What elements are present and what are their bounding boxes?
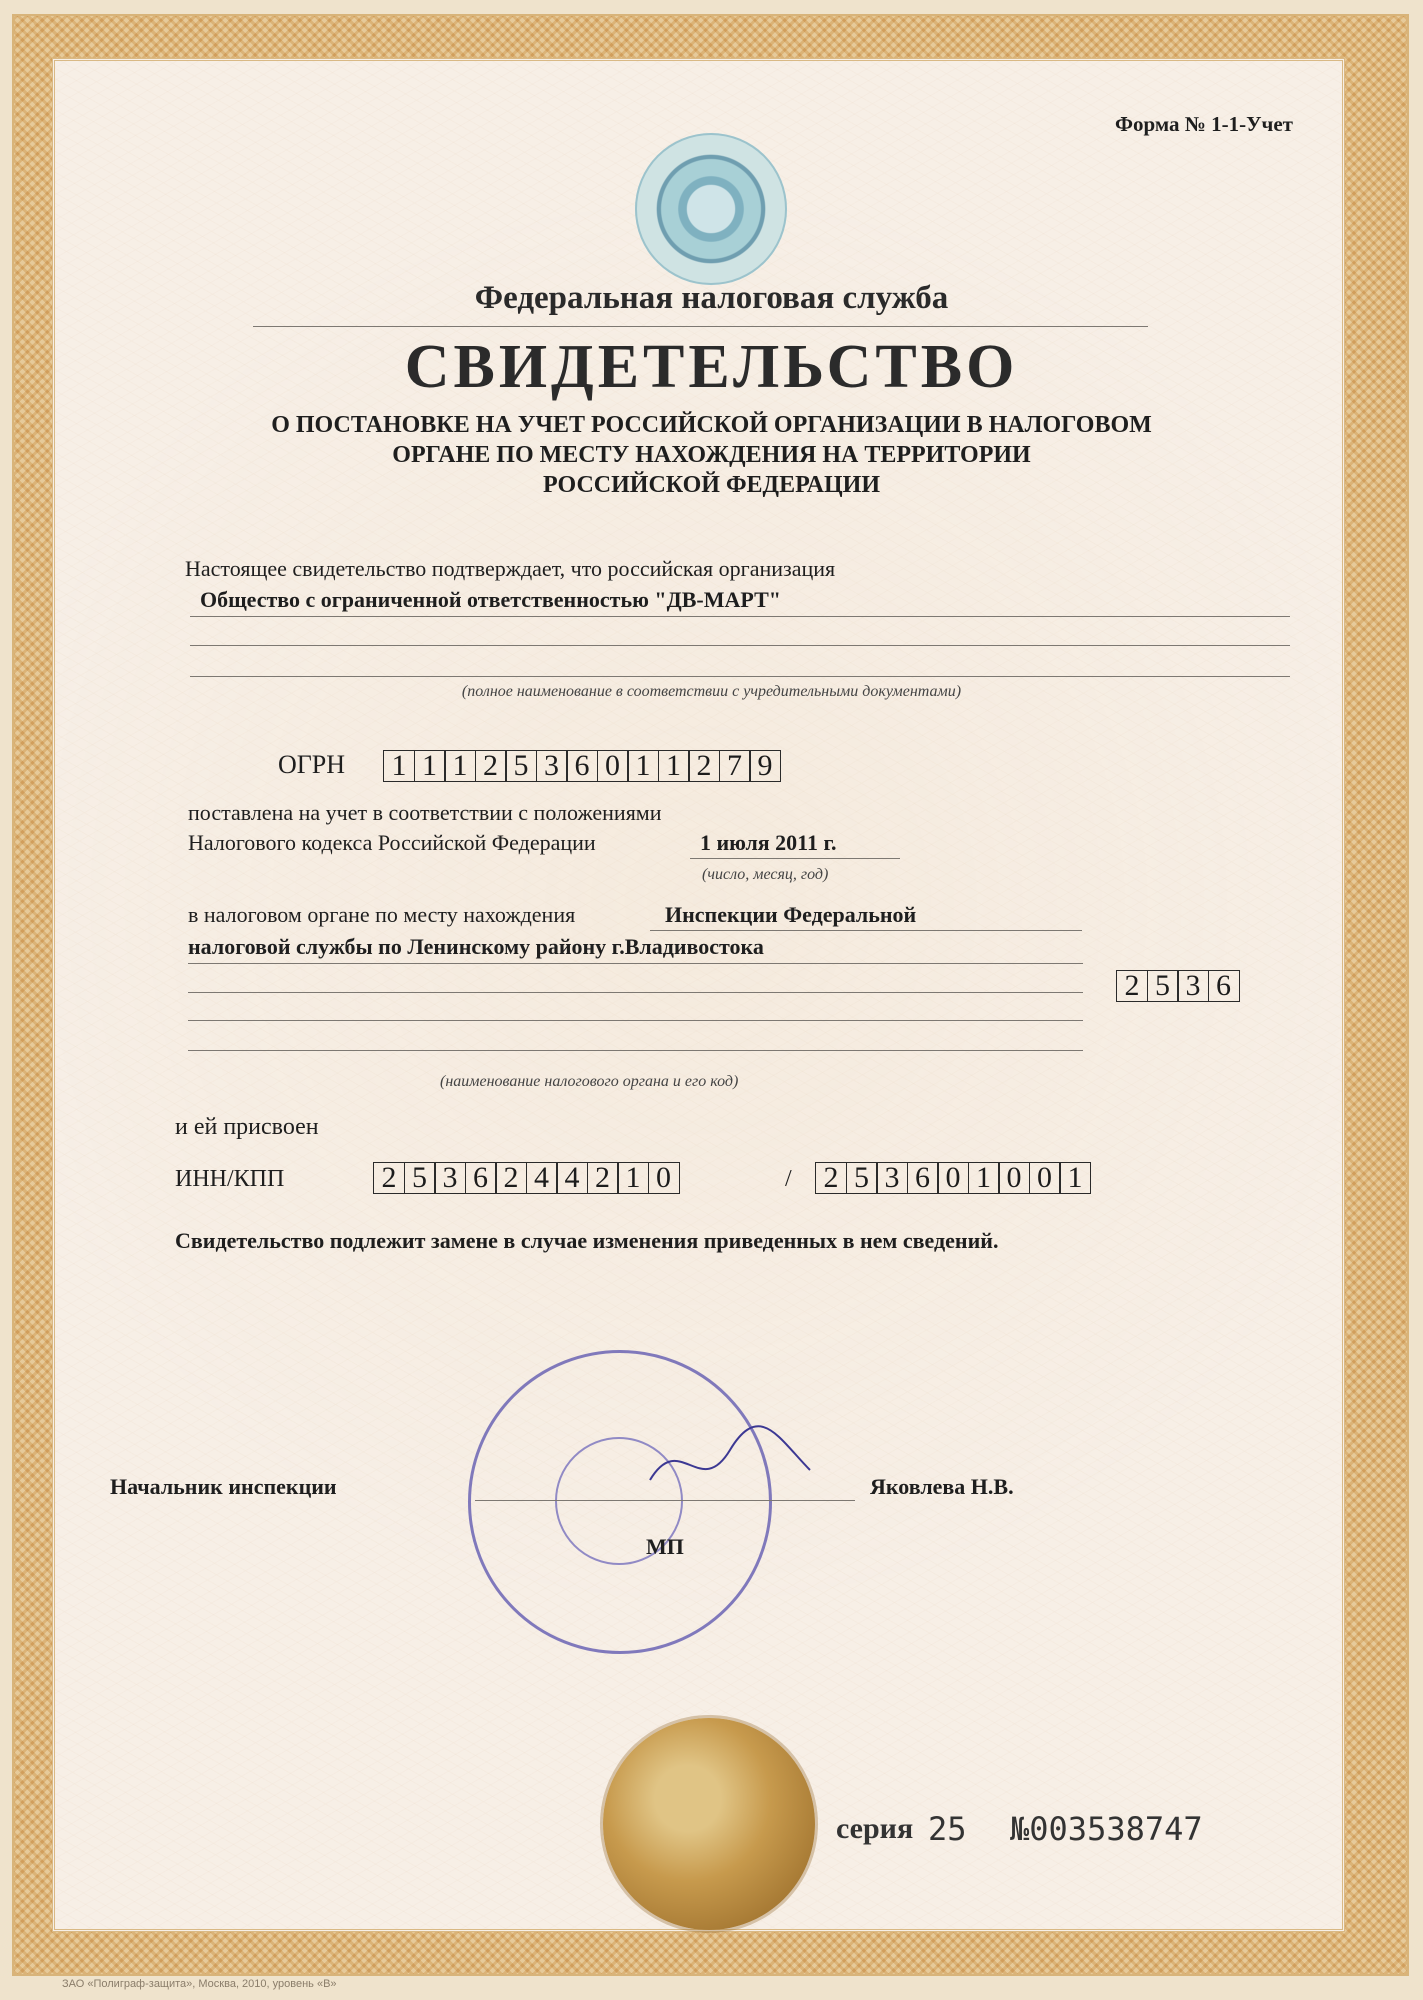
authority-code-digit-box: 2 [1116, 970, 1148, 1002]
org-line-2 [190, 645, 1290, 646]
ogrn-digit-box: 2 [475, 750, 507, 782]
inn-digit-box: 6 [465, 1162, 497, 1194]
form-number: Форма № 1-1-Учет [1114, 112, 1293, 136]
inn-digit-box: 2 [373, 1162, 405, 1194]
ogrn-digit-box: 6 [566, 750, 598, 782]
inn-digit-box: 4 [556, 1162, 588, 1194]
authority-underline-5 [188, 1050, 1083, 1051]
org-name-note: (полное наименование в соответствии с учредительными документами) [461, 683, 962, 700]
kpp-digit-box: 3 [876, 1162, 908, 1194]
inn-digit-box: 4 [526, 1162, 558, 1194]
agency-name: Федеральная налоговая служба [474, 280, 949, 316]
ogrn-digit-box: 1 [627, 750, 659, 782]
ogrn-digit-box: 1 [658, 750, 690, 782]
series-code: 25 [928, 1810, 967, 1848]
ogrn-digit-box: 3 [536, 750, 568, 782]
kpp-digit-box: 0 [998, 1162, 1030, 1194]
authority-code-boxes [1116, 970, 1238, 1004]
org-line-3 [190, 676, 1290, 677]
inn-digit-box: 2 [587, 1162, 619, 1194]
date-note: (число, месяц, год) [702, 866, 829, 883]
inn-digit-box: 2 [495, 1162, 527, 1194]
kpp-digit-boxes [815, 1162, 1090, 1196]
subtitle-line-1: О ПОСТАНОВКЕ НА УЧЕТ РОССИЙСКОЙ ОРГАНИЗАЦИИ В НАЛОГОВОМ [271, 412, 1152, 438]
agency-underline [253, 326, 1148, 327]
kpp-digit-box: 6 [907, 1162, 939, 1194]
registered-line-1: поставлена на учет в соответствии с положениями [188, 800, 662, 825]
inn-digit-box: 0 [648, 1162, 680, 1194]
ogrn-digit-box: 5 [505, 750, 537, 782]
organization-name: Общество с ограниченной ответственностью "ДВ-МАРТ" [200, 587, 781, 612]
document-title: СВИДЕТЕЛЬСТВО [404, 333, 1019, 401]
inn-kpp-separator: / [785, 1166, 792, 1192]
inn-kpp-label: ИНН/КПП [175, 1166, 285, 1192]
kpp-digit-box: 2 [815, 1162, 847, 1194]
ogrn-digit-box: 0 [597, 750, 629, 782]
intro-text: Настоящее свидетельство подтверждает, что российская организация [185, 556, 836, 581]
org-line-1 [190, 616, 1290, 617]
registration-date: 1 июля 2011 г. [700, 830, 837, 855]
authority-note: (наименование налогового органа и его код) [440, 1073, 739, 1090]
mp-label: МП [646, 1534, 684, 1559]
printer-note: ЗАО «Полиграф-защита», Москва, 2010, уровень «В» [62, 1978, 337, 1990]
replacement-notice: Свидетельство подлежит замене в случае изменения приведенных в нем сведений. [175, 1228, 999, 1253]
series-label: серия [836, 1812, 914, 1845]
subtitle-line-2: ОРГАНЕ ПО МЕСТУ НАХОЖДЕНИЯ НА ТЕРРИТОРИИ [392, 442, 1031, 468]
ogrn-digit-box: 1 [383, 750, 415, 782]
inn-digit-box: 1 [617, 1162, 649, 1194]
kpp-digit-box: 0 [937, 1162, 969, 1194]
registered-line-2: Налогового кодекса Российской Федерации [188, 830, 596, 855]
signature-line [475, 1500, 855, 1501]
ogrn-digit-box: 1 [414, 750, 446, 782]
subtitle-line-3: РОССИЙСКОЙ ФЕДЕРАЦИИ [542, 472, 881, 498]
authority-prefix: в налоговом органе по месту нахождения [188, 902, 576, 927]
ogrn-digit-box: 9 [749, 750, 781, 782]
kpp-digit-box: 5 [846, 1162, 878, 1194]
ogrn-digit-boxes [383, 750, 780, 784]
signature-icon [640, 1420, 820, 1500]
ogrn-label: ОГРН [278, 750, 346, 779]
authority-line-1: Инспекции Федеральной [665, 902, 917, 927]
authority-underline-2 [188, 963, 1083, 964]
chief-label: Начальник инспекции [110, 1474, 337, 1499]
chief-name: Яковлева Н.В. [870, 1474, 1014, 1499]
authority-underline-4 [188, 1020, 1083, 1021]
kpp-digit-box: 1 [968, 1162, 1000, 1194]
kpp-digit-box: 1 [1059, 1162, 1091, 1194]
authority-line-2: налоговой службы по Ленинскому району г.Владивостока [188, 934, 764, 959]
authority-underline-3 [188, 992, 1083, 993]
authority-code-digit-box: 5 [1147, 970, 1179, 1002]
date-underline [690, 858, 900, 859]
inn-digit-box: 5 [404, 1162, 436, 1194]
series-number: №003538747 [1010, 1810, 1203, 1848]
hologram-emblem-icon [635, 133, 787, 285]
assigned-label: и ей присвоен [175, 1114, 319, 1140]
authority-underline-1 [650, 930, 1082, 931]
gold-seal-icon [603, 1718, 815, 1930]
ogrn-digit-box: 7 [719, 750, 751, 782]
inn-digit-boxes [373, 1162, 678, 1196]
kpp-digit-box: 0 [1029, 1162, 1061, 1194]
authority-code-digit-box: 6 [1208, 970, 1240, 1002]
authority-code-digit-box: 3 [1177, 970, 1209, 1002]
ogrn-digit-box: 1 [444, 750, 476, 782]
inn-digit-box: 3 [434, 1162, 466, 1194]
ogrn-digit-box: 2 [688, 750, 720, 782]
